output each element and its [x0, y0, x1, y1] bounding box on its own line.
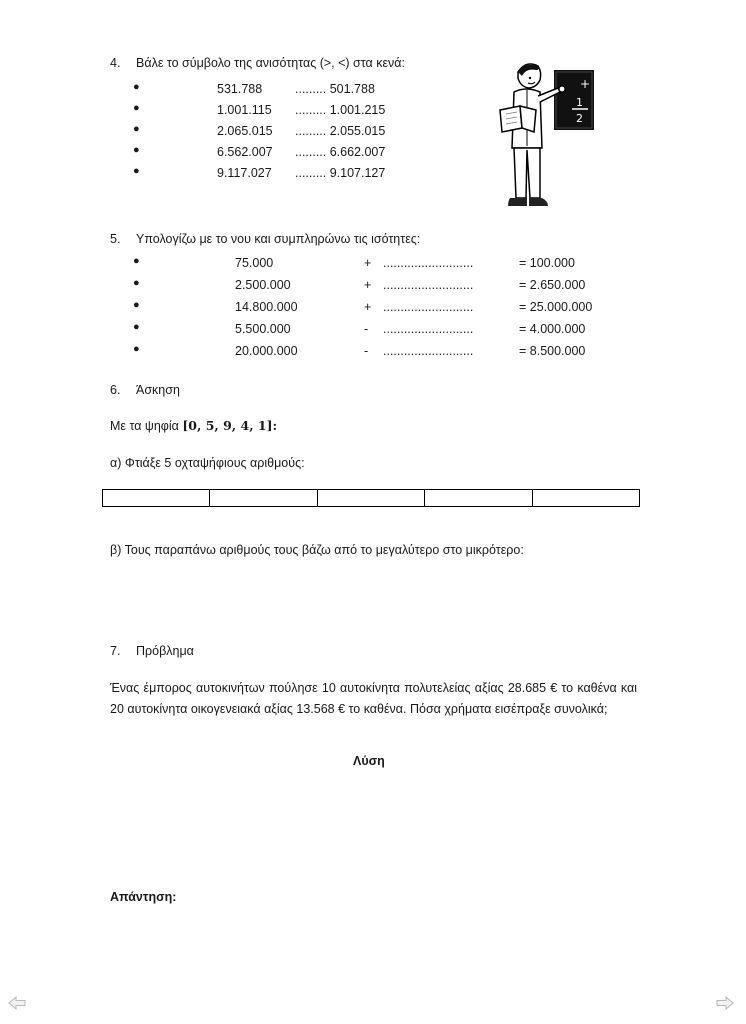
answer-cell[interactable]: [317, 490, 424, 507]
arrow-right-icon[interactable]: [716, 996, 734, 1010]
q4-blank-and-right-number[interactable]: ......... 1.001.215: [295, 103, 386, 117]
q7-number: 7.: [110, 644, 121, 658]
q5-operator: +: [364, 256, 372, 270]
q7-answer-label: Απάντηση:: [110, 890, 177, 904]
q5-number: 5.: [110, 232, 121, 246]
q5-operator: +: [364, 300, 372, 314]
q6-digits-line: [110, 418, 277, 433]
bullet: ●: [133, 255, 140, 267]
arrow-left-icon[interactable]: [8, 996, 26, 1010]
bullet: ●: [133, 123, 140, 135]
q4-blank-and-right-number[interactable]: ......... 2.055.015: [295, 124, 386, 138]
bullet: ●: [133, 321, 140, 333]
q5-blank[interactable]: ..........................: [383, 344, 474, 358]
q5-operator: -: [364, 322, 369, 336]
q5-result: = 25.000.000: [519, 300, 593, 314]
bullet: ●: [133, 102, 140, 114]
q6-digits: [0, 5, 9, 4, 1]:: [182, 418, 278, 433]
q6-title: [110, 383, 180, 397]
q5-result: = 8.500.000: [519, 344, 586, 358]
answer-cell[interactable]: [532, 490, 639, 507]
q4-blank-and-right-number[interactable]: ......... 501.788: [295, 82, 375, 96]
q5-blank[interactable]: ..........................: [383, 300, 474, 314]
q5-blank[interactable]: ..........................: [383, 278, 474, 292]
q7-title-text: Πρόβλημα: [136, 644, 194, 658]
bullet: ●: [133, 299, 140, 311]
q6-part-a: α) Φτιάξε 5 οχταψήφιους αριθμούς:: [110, 456, 305, 470]
q4-blank-and-right-number[interactable]: ......... 9.107.127: [295, 166, 386, 180]
bullet: ●: [133, 144, 140, 156]
q5-title: [110, 232, 420, 246]
board-plus: +: [580, 77, 591, 91]
q5-operand: 75.000: [235, 256, 274, 270]
q5-operand: 2.500.000: [235, 278, 291, 292]
q5-blank[interactable]: ..........................: [383, 256, 474, 270]
q5-operand: 5.500.000: [235, 322, 291, 336]
q6-digits-intro: Με τα ψηφία: [110, 419, 179, 433]
q4-left-number: 1.001.115: [217, 103, 272, 117]
q5-operator: +: [364, 278, 372, 292]
answer-cell[interactable]: [103, 490, 210, 507]
board-fraction-numerator: 1: [576, 96, 583, 109]
q4-title-text: Βάλε το σύμβολο της ανισότητας (>, <) στα κενά:: [136, 56, 405, 70]
q4-blank-and-right-number[interactable]: ......... 6.662.007: [295, 145, 386, 159]
q7-title: [110, 644, 194, 658]
bullet: ●: [133, 343, 140, 355]
answer-cell[interactable]: [425, 490, 532, 507]
q5-blank[interactable]: ..........................: [383, 322, 474, 336]
q4-left-number: 6.562.007: [217, 145, 273, 159]
q6-answer-table: [102, 489, 640, 507]
q6-title-text: Άσκηση: [136, 383, 180, 397]
q5-result: = 100.000: [519, 256, 575, 270]
q5-operator: -: [364, 344, 369, 358]
q5-title-text: Υπολογίζω με το νου και συμπληρώνω τις ισότητες:: [136, 232, 421, 246]
answer-cell[interactable]: [210, 490, 317, 507]
q4-left-number: 2.065.015: [217, 124, 273, 138]
q5-operand: 14.800.000: [235, 300, 298, 314]
q7-problem-text: Ένας έμπορος αυτοκινήτων πούλησε 10 αυτοκίνητα πολυτελείας αξίας 28.685 € το καθένα και 20 αυτοκίνητα οικογενειακά αξίας 13.568 € το καθένα. Πόσα χρήματα εισέπραξε συνολικά;: [110, 681, 637, 716]
q4-title: [110, 56, 405, 70]
q6-number: 6.: [110, 383, 121, 397]
q4-number: 4.: [110, 56, 121, 70]
bullet: ●: [133, 165, 140, 177]
board-fraction-denominator: 2: [576, 112, 583, 125]
bullet: ●: [133, 81, 140, 93]
q4-left-number: 531.788: [217, 82, 263, 96]
q6-part-b: β) Τους παραπάνω αριθμούς τους βάζω από το μεγαλύτερο στο μικρότερο:: [110, 543, 524, 557]
q7-solution-label: Λύση: [353, 754, 385, 768]
q4-left-number: 9.117.027: [217, 166, 272, 180]
q5-result: = 2.650.000: [519, 278, 586, 292]
teacher-illustration: [496, 58, 600, 214]
q5-result: = 4.000.000: [519, 322, 586, 336]
bullet: ●: [133, 277, 140, 289]
q5-operand: 20.000.000: [235, 344, 298, 358]
